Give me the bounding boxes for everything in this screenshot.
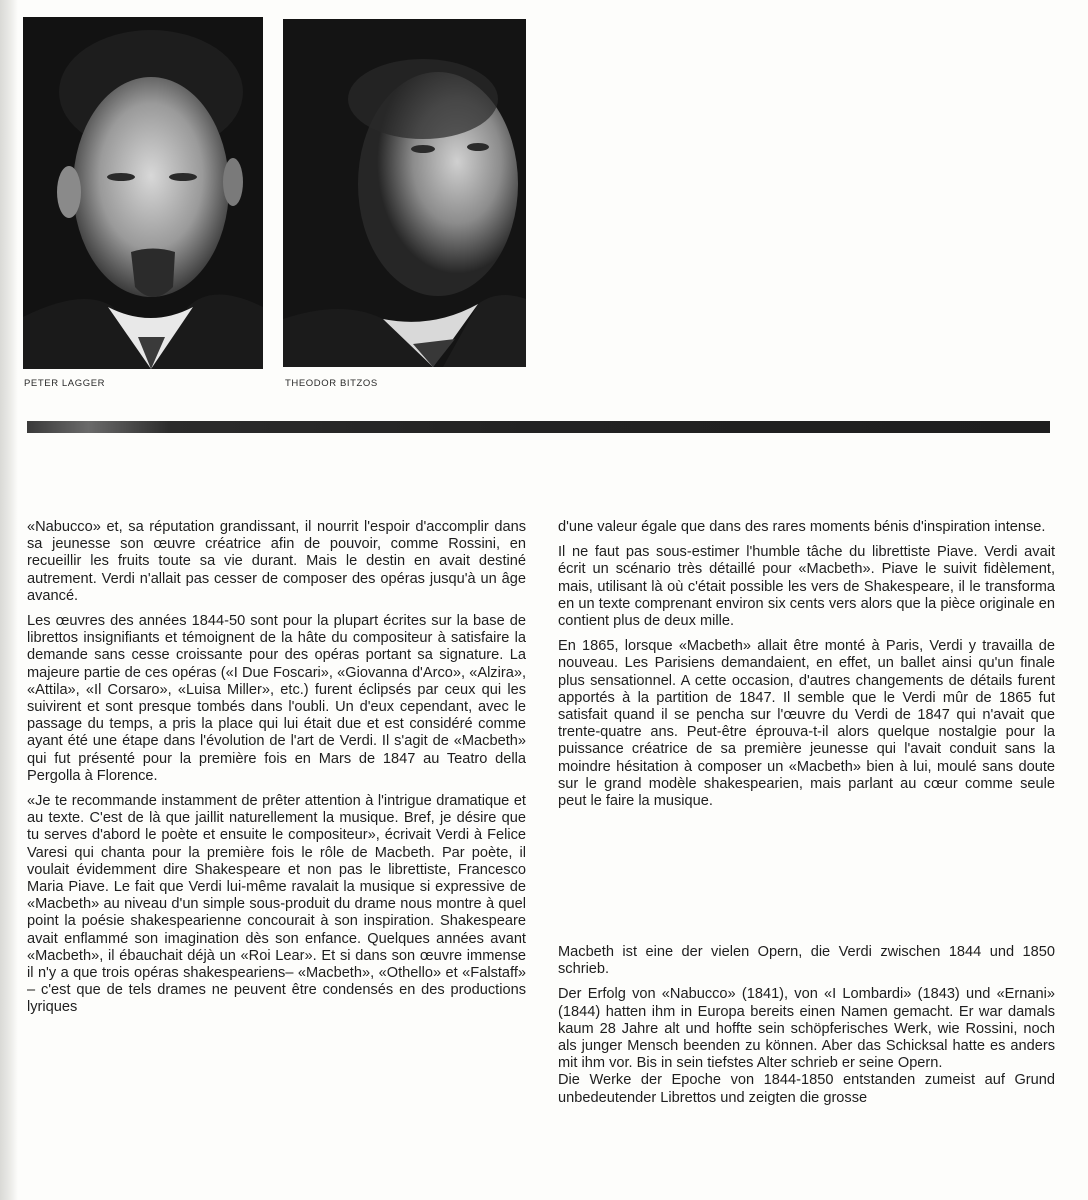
paragraph: En 1865, lorsque «Macbeth» allait être monté à Paris, Verdi y travailla de nouveau. Les Parisiens demandaient, en effet, un ballet ainsi qu'un finale plus sensationnel. A cette occasion, d'autres changements de détails furent apportés à la partition de 1847. Il semble que le Verdi mûr de 1865 fut satisfait quand il se pencha sur l'œuvre du Verdi de 1847 qui n'avait que trente-quatre ans. Peut-être éprouva-t-il alors quelque nostalgie pour la puissance créatrice de sa première jeunesse qui l'avait conduit sans la moindre hésitation à composer un «Macbeth» bien à lui, moulé sans doute sur le grand modèle shakespearien, mais parlant au cœur comme seule peut le faire la musique. [558, 638, 1055, 810]
article-fr-left-column [27, 519, 526, 1025]
scan-page-edge [0, 0, 18, 1200]
paragraph: Il ne faut pas sous-estimer l'humble tâche du librettiste Piave. Verdi avait écrit un scénario très détaillé pour «Macbeth». Piave le suivit fidèlement, mais, utilisant là où c'était possible les vers de Shakespeare, il le transforma en un texte comprenant environ six cents vers alors que la pièce originale en contient plus de deux mille. [558, 544, 1055, 630]
portrait-image-icon [283, 19, 526, 367]
horizontal-divider-rule [27, 421, 1050, 433]
paragraph: «Je te recommande instamment de prêter attention à l'intrigue dramatique et au texte. C'est de là que jaillit naturellement la musique. Bref, je désire que tu serves d'abord le poète et ensuite le compositeur», écrivait Verdi à Felice Varesi qui chanta pour la première fois le rôle de Macbeth. Par poète, il voulait évidemment dire Shakespeare et non pas le librettiste, Francesco Maria Piave. Le fait que Verdi lui-même ravalait la musique si expressive de «Macbeth» au niveau d'un simple sous-produit du drame nous montre à quel point la poésie shakespearienne concourait à son inspiration. Shakespeare avait enflammé son imagination dès son enfance. Quelques années avant «Macbeth», il ébauchait déjà un «Roi Lear». Et si dans son œuvre immense il n'y a que trois opéras shakespeariens– «Macbeth», «Othello» et «Falstaff» – c'est que de tels drames ne peuvent être condensés en des productions lyriques [27, 793, 526, 1016]
paragraph: Die Werke der Epoche von 1844-1850 entstanden zumeist auf Grund unbedeutender Librettos und zeigten die grosse [558, 1072, 1055, 1106]
paragraph: d'une valeur égale que dans des rares moments bénis d'inspiration intense. [558, 519, 1046, 535]
article-de-column [558, 944, 1055, 1115]
paragraph: Macbeth ist eine der vielen Opern, die Verdi zwischen 1844 und 1850 schrieb. [558, 944, 1055, 978]
paragraph: Les œuvres des années 1844-50 sont pour la plupart écrites sur la base de librettos insignifiants et témoignent de la hâte du compositeur à satisfaire la demande sans cesse croissante pour des opéras portant sa signature. La majeure partie de ces opéras («I Due Foscari», «Giovanna d'Arco», «Alzira», «Attila», «Il Corsaro», «Luisa Miller», etc.) furent éclipsés par ceux qui les suivirent et sont presque tombés dans l'oubli. Un d'eux cependant, avec le passage du temps, a pris la place qui lui était due et est considéré comme ayant été une étape dans l'évolution de l'art de Verdi. Il s'agit de «Macbeth» qui fut présenté pour la première fois en Mars de 1847 au Teatro della Pergolla à Florence. [27, 613, 526, 784]
portrait-image-icon [23, 17, 263, 369]
paragraph: Der Erfolg von «Nabucco» (1841), von «I Lombardi» (1843) und «Ernani» (1844) hatten ihm in Europa bereits einen Namen gemacht. Er war damals kaum 28 Jahre alt und hoffte sein schöpferisches Werk, wie Rossini, noch als junger Mensch beenden zu können. Aber das Schicksal hatte es anders mit ihm vor. Bis in sein tiefstes Alter schrieb er seine Opern. [558, 986, 1055, 1072]
photo-caption: THEODOR BITZOS [285, 378, 378, 389]
portrait-photo-peter-lagger [23, 17, 263, 369]
paragraph: «Nabucco» et, sa réputation grandissant, il nourrit l'espoir d'accomplir dans sa jeunesse son œuvre créatrice afin de pouvoir, comme Rossini, en recueillir les fruits toute sa vie durant. Mais le destin en avait destiné autrement. Verdi n'allait pas cesser de composer des opéras jusqu'à un âge avancé. [27, 519, 526, 604]
article-fr-right-column [558, 519, 1055, 818]
photo-caption: PETER LAGGER [24, 378, 106, 389]
portrait-photo-theodor-bitzos [283, 19, 526, 367]
